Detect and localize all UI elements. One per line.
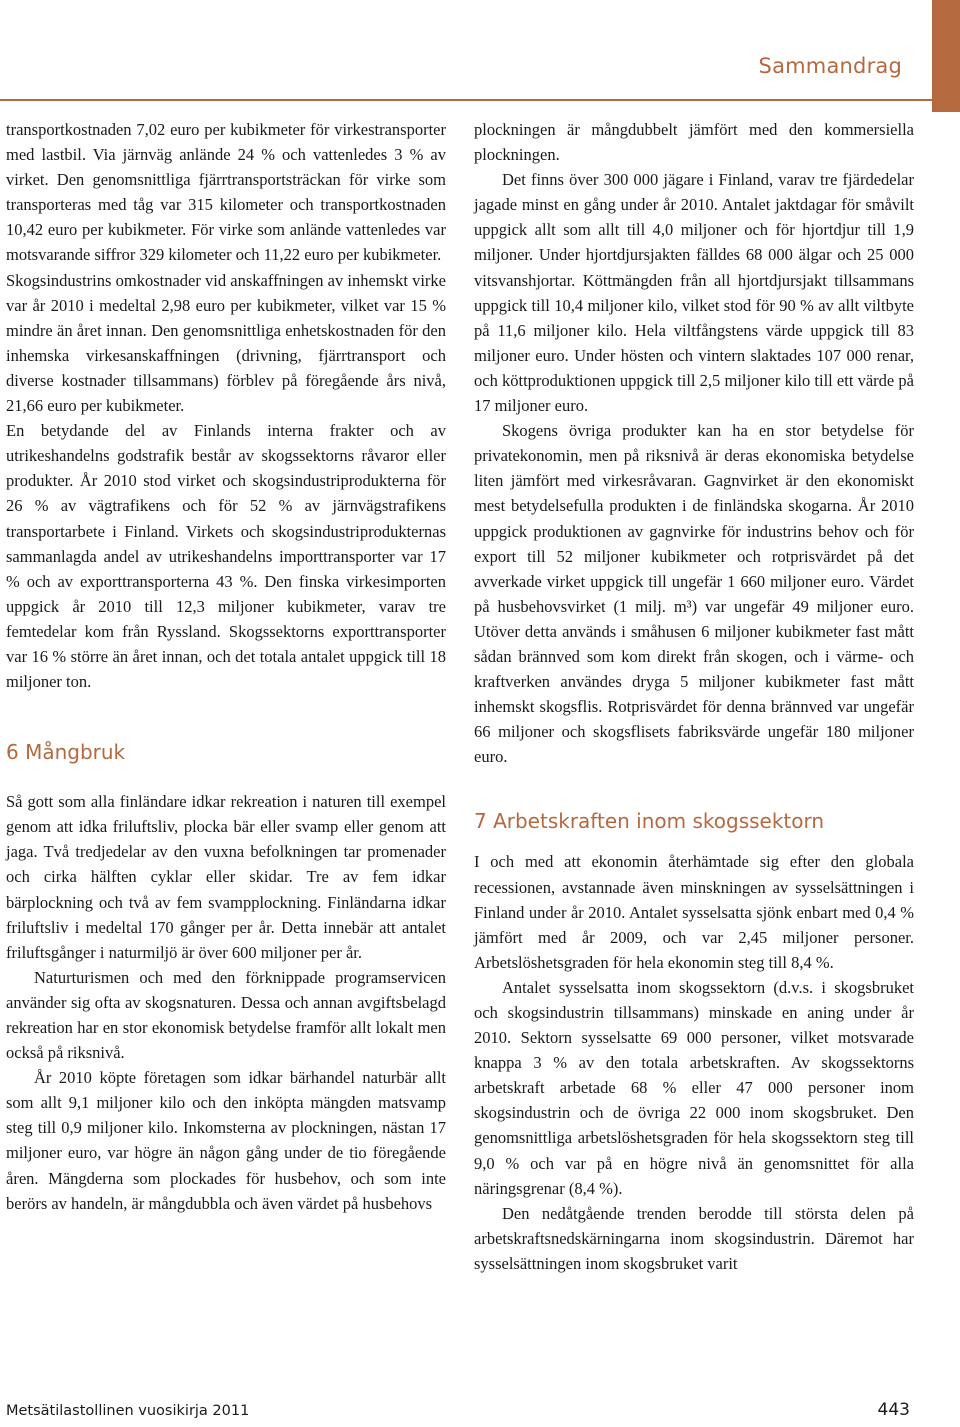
paragraph: En betydande del av Finlands interna frakter och av utrikeshandelns godstrafik består av skogssektorns råvaror eller produkter. År 2010 stod virket och skogsindustriprodukterna för 26 % av vägtrafikens och för 52 % av järnvägstrafikens transportarbete i Finland. Virkets och skogsindustriprodukternas sammanlagda andel av utrikeshandelns importtransporter var 17 % och av exporttransporterna 43 %. Den finska virkesimporten uppgick år 2010 till 12,3 miljoner kubikmeter, varav tre femtedelar kom från Ryssland. Skogssektorns exporttransporter var 16 % större än året innan, och det totala antalet uppgick till 18 miljoner ton.	[6, 421, 446, 692]
paragraph: transportkostnaden 7,02 euro per kubikmeter för virkestransporter med lastbil. Via järnväg anlände 24 % och vattenledes 3 % av virket. Den genomsnittliga fjärrtransportsträckan för virke som transporteras med tåg var 315 kilometer och transportkostnaden 10,42 euro per kubikmeter. För virke som anlände vattenledes var motsvarande siffror 329 kilometer och 11,22 euro per kubikmeter.	[6, 120, 446, 265]
paragraph: plockningen är mångdubbelt jämfört med den kommersiella plockningen.	[474, 120, 914, 165]
left-column	[6, 117, 446, 1216]
page-number: 443	[877, 1400, 910, 1420]
paragraph: Skogsindustrins omkostnader vid anskaffningen av inhemskt virke var år 2010 i medeltal 2,98 euro per kubikmeter, vilket var 15 % mindre än året innan. Den genomsnittliga enhetskostnaden för den inhemska virkesanskaffningen (drivning, fjärrtransport och diverse kostnader tillsammans) förblev på föregående års nivå, 21,66 euro per kubikmeter.	[6, 270, 446, 416]
right-column	[474, 117, 914, 1276]
paragraph: Den nedåtgående trenden berodde till största delen på arbetskraftsnedskärningarna inom skogsindustrin. Däremot har sysselsättningen inom skogsbruket varit	[474, 1203, 914, 1273]
section-header: Sammandrag	[758, 54, 902, 78]
paragraph: Så gott som alla finländare idkar rekreation i naturen till exempel genom att idka friluftsliv, plocka bär eller svamp eller genom att jaga. Två tredjedelar av den vuxna befolkningen tar promenader och cirka hälften cyklar eller skidar. Tre av fem idkar bärplockning och två av fem svampplockning. Finländarna idkar friluftsliv i medeltal 170 gånger per år. Detta innebär att antalet friluftsgånger i naturmiljö är över 600 miljoner per år.	[6, 792, 446, 962]
paragraph: I och med att ekonomin återhämtade sig efter den globala recessionen, avstannade även minskningen av sysselsättningen i Finland under år 2010. Antalet sysselsatta sjönk enbart med 0,4 % jämfört med år 2009, och var 2,45 miljoner personer. Arbetslöshetsgraden för hela ekonomin steg till 8,4 %.	[474, 852, 914, 972]
section-heading-6: 6 Mångbruk	[6, 740, 126, 765]
paragraph: Naturturismen och med den förknippade programservicen använder sig ofta av skogsnaturen. Dessa och annan avgiftsbelagd rekreation har en stor ekonomisk betydelse framför allt lokalt men också på riksnivå.	[6, 967, 446, 1063]
corner-tab	[932, 0, 960, 112]
section-heading-7: 7 Arbetskraften inom skogssektorn	[474, 809, 825, 834]
header-rule	[0, 99, 932, 101]
paragraph: År 2010 köpte företagen som idkar bärhandel naturbär allt som allt 9,1 miljoner kilo och den inköpta mängden matsvamp steg till 0,9 miljoner kilo. Inkomsterna av plockningen, nästan 17 miljoner euro, var högre än någon gång under de tio föregående åren. Mängderna som plockades för husbehov, och som inte berörs av handeln, är mångdubbla och även värdet på husbehovs	[6, 1068, 446, 1213]
paragraph: Det finns över 300 000 jägare i Finland, varav tre fjärdedelar jagade minst en gång under år 2010. Antalet jaktdagar för småvilt uppgick allt som allt till 4,0 miljoner och för hjortdjur till 1,9 miljoner. Under hjortdjursjakten fälldes 68 000 älgar och 25 000 vitsvanshjortar. Köttmängden från all hjortdjursjakt tillsammans uppgick till 10,4 miljoner kilo, vilket stod för 90 % av allt viltbyte på 11,6 miljoner kilo. Hela viltfångstens värde uppgick till 83 miljoner euro. Under hösten och vintern slaktades 107 000 renar, och köttproduktionen uppgick till 2,5 miljoner kilo till ett värde på 17 miljoner euro.	[474, 170, 914, 416]
footer-publication: Metsätilastollinen vuosikirja 2011	[6, 1403, 250, 1419]
paragraph: Skogens övriga produkter kan ha en stor betydelse för privatekonomin, men på riksnivå är deras ekonomiska betydelse liten jämfört med virkesråvaran. Gagnvirket är den ekonomiskt mest betydelsefulla produkten i de finländska skogarna. År 2010 uppgick produktionen av gagnvirke för industrins behov och för export till 52 miljoner kubikmeter och rotprisvärdet på det avverkade virket uppgick till ungefär 1 660 miljoner euro. Värdet på husbehovsvirket (1 milj. m³) var ungefär 49 miljoner euro. Utöver detta används i småhusen 6 miljoner kubikmeter fast mått sådan brännved som kom direkt från skogen, och i värme- och kraftverken användes dryga 5 miljoner kubikmeter fast mått inhemskt skogsflis. Rotprisvärdet för denna brännved var ungefär 66 miljoner och skogsflisets fabriksvärde ungefär 180 miljoner euro.	[474, 421, 914, 767]
paragraph: Antalet sysselsatta inom skogssektorn (d.v.s. i skogsbruket och skogsindustrin tillsammans) minskade en aning under år 2010. Sektorn sysselsatte 69 000 personer, vilket motsvarade knappa 3 % av den totala arbetskraften. Av skogssektorns arbetskraft arbetade 68 % eller 47 000 personer inom skogsindustrin och de övriga 22 000 inom skogsbruket. Den genomsnittliga arbetslöshetsgraden för hela skogssektorn steg till 9,0 % och var på en högre nivå än genomsnittet för alla näringsgrenar (8,4 %).	[474, 977, 914, 1198]
